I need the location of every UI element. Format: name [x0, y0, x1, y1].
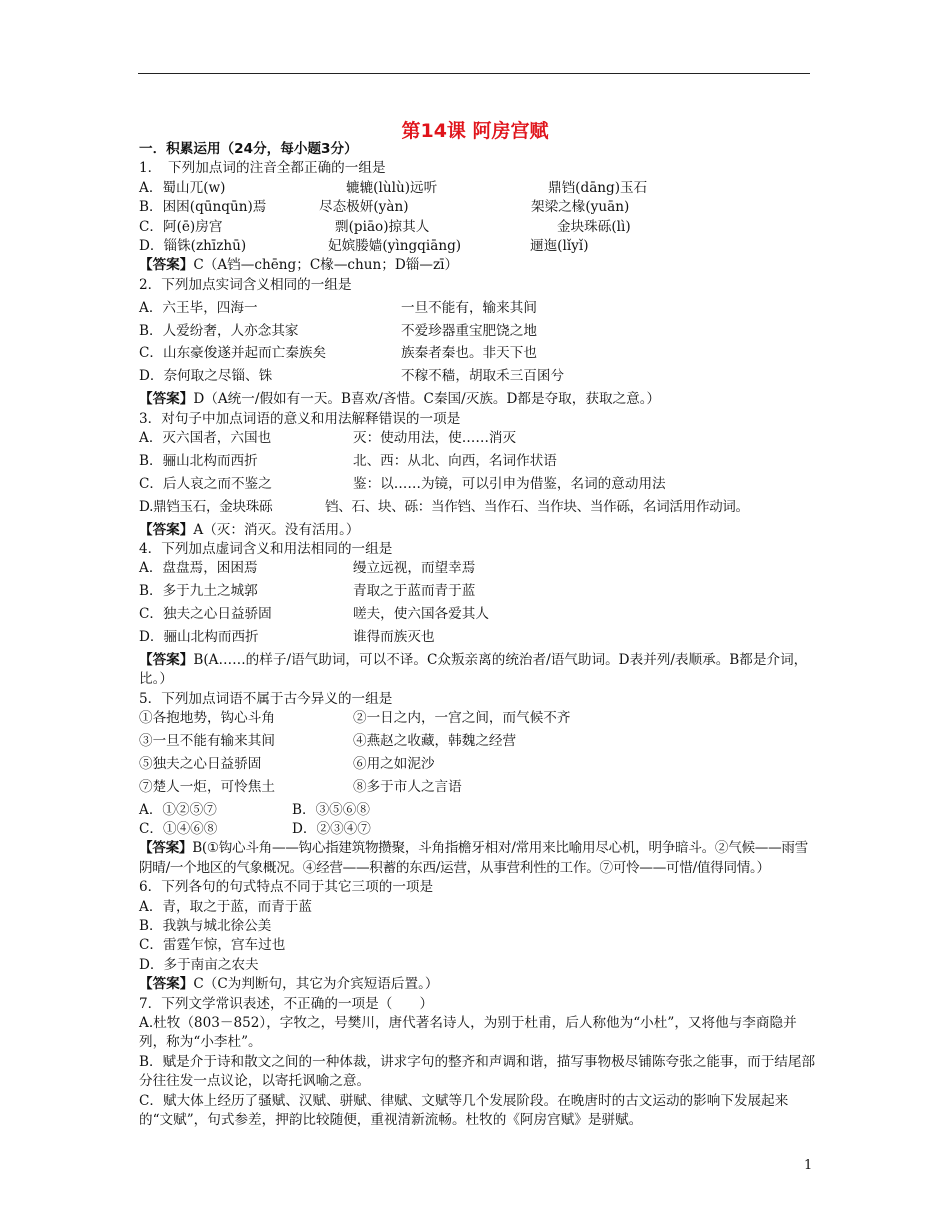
q1-option-b: [139, 198, 819, 217]
q2-answer: [139, 390, 819, 409]
q5r3-2: ⑥用之如泥沙: [353, 755, 435, 772]
q1-option-a: [139, 179, 819, 198]
section-heading: 一．积累运用（24分，每小题3分）: [139, 141, 358, 157]
q2-option-d: [139, 367, 819, 386]
q3-option-b: [139, 452, 819, 471]
q5-row-3: [139, 755, 819, 774]
q3-option-d: [139, 498, 819, 517]
q1a-1: A．蜀山兀(w): [139, 179, 226, 196]
page-title: 第14课 阿房宫赋: [401, 120, 549, 142]
q5r2-2: ④燕赵之收藏，韩魏之经营: [353, 732, 517, 749]
q2-option-a: [139, 299, 819, 318]
q6-option-b: B．我孰与城北徐公美: [139, 918, 272, 935]
q1a-2: 辘辘(lùlù)远听: [346, 179, 438, 196]
q1c-3: 金块珠砾(lì): [557, 218, 631, 235]
q2c-2: 族秦者秦也。非天下也: [401, 345, 537, 362]
answer-text: D（A统一/假如有一天。B喜欢/吝惜。C秦国/灭族。D都是夺取，获取之意。）: [193, 391, 661, 408]
q2-stem: 2．下列加点实词含义相同的一组是: [139, 276, 352, 293]
q1b-3: 架梁之椽(yuān): [531, 199, 630, 216]
q2-option-b: [139, 322, 819, 341]
q5o1-2: B．③⑤⑥⑧: [292, 801, 370, 818]
q5r1-1: ①各抱地势，钩心斗角: [139, 710, 275, 727]
q3d-1: D.鼎铛玉石，金块珠砾: [139, 498, 273, 515]
answer-text: A（灭：消灭。没有活用。）: [193, 521, 360, 538]
answer-text: B(①钩心斗角——钩心指建筑物攒聚，斗角指檐牙相对/常用来比喻用尽心机，明争暗斗。②气候——雨雪阴晴/一个地区的气象概况。④经营——积蓄的东西/运营，从事营利性的工作。⑦可怜——可惜/值得同情。）: [139, 840, 808, 876]
q5r3-1: ⑤独夫之心日益骄固: [139, 755, 262, 772]
q5-row-2: [139, 732, 819, 751]
q4a-2: 缦立远视，而望幸焉: [353, 560, 476, 577]
q5-answer: [139, 839, 819, 878]
q1d-2: 妃嫔媵嫱(yìngqiāng): [328, 237, 462, 254]
q5r2-1: ③一旦不能有输来其间: [139, 732, 275, 749]
q1a-3: 鼎铛(dāng)玉石: [548, 179, 648, 196]
q3-option-c: [139, 475, 819, 494]
q7-option-b: B．赋是介于诗和散文之间的一种体裁，讲求字句的整齐和声调和谐，描写事物极尽铺陈夸张之能事，而于结尾部分往往发一点议论，以寄托讽喻之意。: [139, 1053, 816, 1090]
q3b-2: 北、西：从北、向西，名词作状语: [353, 452, 557, 469]
q5-options-1: [139, 801, 819, 820]
q5r4-1: ⑦楚人一炬，可怜焦土: [139, 778, 275, 795]
q5-options-2: [139, 820, 819, 839]
page-number: 1: [804, 1158, 813, 1173]
q3-option-a: [139, 429, 819, 448]
q3c-2: 鉴：以……为镜，可以引申为借鉴，名词的意动用法: [353, 475, 666, 492]
q6-option-c: C．雷霆乍惊，宫车过也: [139, 937, 286, 954]
q1c-1: C．阿(ē)房宫: [139, 218, 223, 235]
q6-answer: [139, 975, 819, 994]
answer-label: 【答案】: [139, 257, 194, 274]
q4b-1: B．多于九土之城郭: [139, 583, 258, 600]
q5-stem: 5．下列加点词语不属于古今异义的一组是: [139, 690, 393, 707]
q4d-1: D．骊山北构而西折: [139, 628, 259, 645]
q2d-1: D．奈何取之尽锱、铢: [139, 368, 273, 385]
answer-label: 【答案】: [139, 651, 194, 668]
q1c-2: 剽(piāo)掠其人: [335, 218, 430, 235]
q7-option-c: C．赋大体上经历了骚赋、汉赋、骈赋、律赋、文赋等几个发展阶段。在晚唐时的古文运动的影响下发展起来的“文赋”，句式参差，押韵比较随便，重视清新流畅。杜牧的《阿房宫赋》是骈赋。: [139, 1092, 789, 1128]
q2c-1: C．山东豪俊遂并起而亡秦族矣: [139, 345, 327, 362]
answer-text: B(A……的样子/语气助词，可以不译。C众叛亲离的统治者/语气助词。D表并列/表顺承。B都是介词，比。）: [139, 651, 808, 688]
q5-row-4: [139, 778, 819, 797]
q4a-1: A．盘盘焉，困困焉: [139, 560, 258, 577]
q1b-1: B．困困(qūnqūn)焉: [139, 199, 267, 216]
q3a-2: 灭：使动用法，使……消灭: [353, 429, 517, 446]
q5o2-2: D．②③④⑦: [292, 821, 371, 838]
q1d-3: 逦迤(lǐyǐ): [530, 237, 589, 254]
q6-stem: 6．下列各句的句式特点不同于其它三项的一项是: [139, 879, 434, 896]
q4-stem: 4．下列加点虚词含义和用法相同的一组是: [139, 540, 393, 557]
q7-option-a: A.杜牧（803－852），字牧之，号樊川，唐代著名诗人，为别于杜甫，后人称他为“小杜”，又将他与李商隐并列，称为“小李杜”。: [139, 1014, 797, 1051]
q5o2-1: C．①④⑥⑧: [139, 821, 218, 838]
q1d-1: D．锱铢(zhīzhū): [139, 237, 247, 254]
answer-text: C（C为判断句，其它为介宾短语后置。）: [193, 976, 439, 993]
q3-stem: 3．对句子中加点词语的意义和用法解释错误的一项是: [139, 410, 461, 427]
q4-option-d: [139, 628, 819, 647]
q1-option-d: [139, 237, 819, 256]
q1b-2: 尽态极妍(yàn): [319, 199, 409, 216]
answer-label: 【答案】: [139, 521, 194, 538]
q4c-1: C．独夫之心日益骄固: [139, 606, 272, 623]
q4-option-a: [139, 559, 819, 578]
q5r1-2: ②一日之内，一宫之间，而气候不齐: [353, 710, 571, 727]
q3c-1: C．后人哀之而不鉴之: [139, 475, 272, 492]
answer-label: 【答案】: [139, 391, 194, 408]
worksheet-body: [139, 140, 819, 1130]
header-rule: [138, 73, 810, 74]
q1-stem: 1． 下列加点词的注音全都正确的一组是: [139, 160, 386, 177]
q6-option-d: D．多于南亩之农夫: [139, 956, 259, 973]
q4b-2: 青取之于蓝而青于蓝: [353, 583, 476, 600]
q4-option-b: [139, 582, 819, 601]
q4d-2: 谁得而族灭也: [353, 628, 435, 645]
q3b-1: B．骊山北构而西折: [139, 452, 258, 469]
q5-row-1: [139, 709, 819, 728]
answer-label: 【答案】: [139, 976, 194, 993]
q4-answer: [139, 651, 819, 690]
q7-stem: 7．下列文学常识表述，不正确的一项是（ ）: [139, 995, 434, 1012]
q3d-2: 铛、石、块、砾：当作铛、当作石、当作块、当作砾，名词活用作动词。: [325, 498, 749, 515]
q2a-1: A．六王毕，四海一: [139, 299, 258, 316]
q6-option-a: A．青，取之于蓝，而青于蓝: [139, 898, 312, 915]
q2a-2: 一旦不能有，输来其间: [401, 299, 537, 316]
q1-option-c: [139, 218, 819, 237]
q2d-2: 不稼不穑，胡取禾三百囷兮: [401, 368, 565, 385]
q3-answer: [139, 521, 819, 540]
q2b-1: B．人爱纷奢，人亦念其家: [139, 322, 299, 339]
q2-option-c: [139, 344, 819, 363]
q5r4-2: ⑧多于市人之言语: [353, 778, 462, 795]
q1-answer: [139, 256, 819, 275]
answer-label: 【答案】: [139, 840, 193, 857]
q2b-2: 不爱珍器重宝肥饶之地: [401, 322, 537, 339]
q4c-2: 嗟夫，使六国各爱其人: [353, 606, 489, 623]
q3a-1: A．灭六国者，六国也: [139, 429, 272, 446]
q5o1-1: A．①②⑤⑦: [139, 801, 217, 818]
answer-text: C（A铛—chēng；C椽—chun；D锱—zī）: [193, 257, 459, 274]
q4-option-c: [139, 605, 819, 624]
